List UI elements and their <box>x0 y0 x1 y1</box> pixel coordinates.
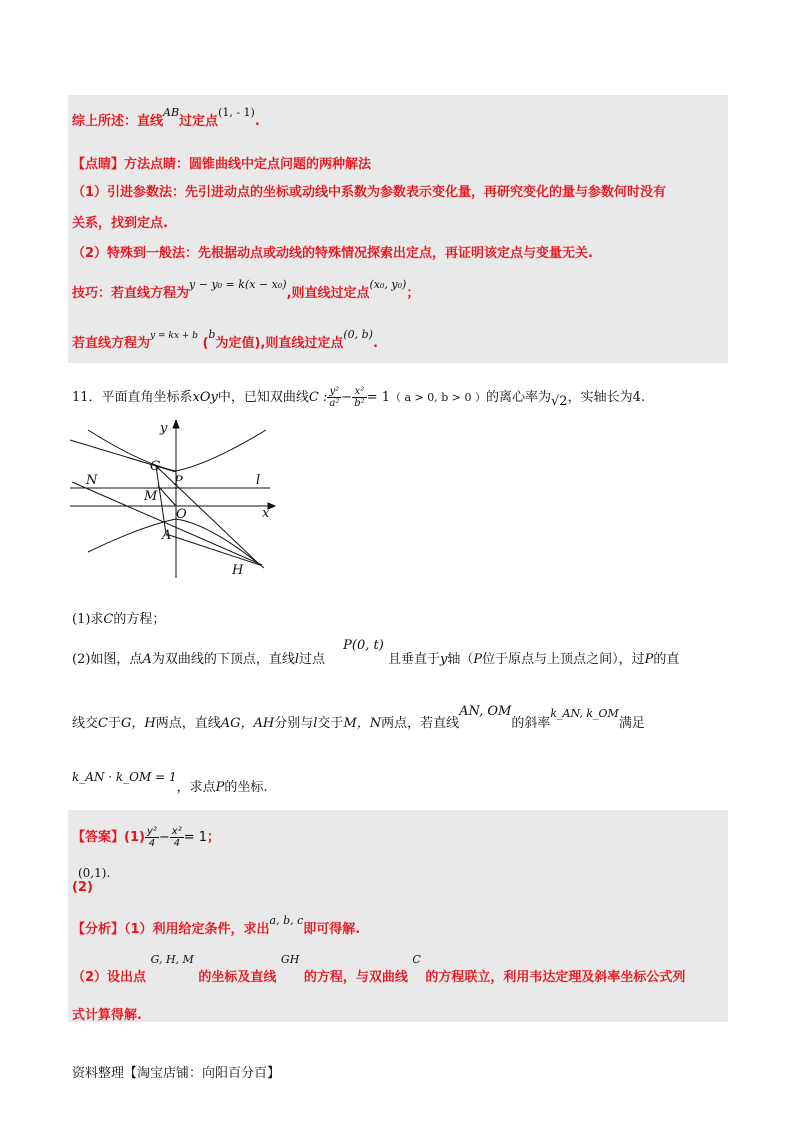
analysis-line-1 <box>72 914 361 937</box>
q2-line2-b: 于 <box>107 716 121 731</box>
q2-slopes: k_AN, k_OM <box>550 707 619 720</box>
label-x: x <box>262 506 270 521</box>
problem-number: 11．平面直角坐标系 <box>72 390 193 405</box>
trick2-mid: 为定值),则直线过定点 <box>215 336 344 351</box>
q2-a: (2)如图，点 <box>72 652 143 667</box>
analysis-abc: a, b, c <box>269 914 304 927</box>
summary-point: (1, - 1) <box>218 106 255 119</box>
summary-end: . <box>254 114 260 129</box>
q2-p4: P <box>215 780 225 795</box>
question-1 <box>72 608 165 627</box>
q2-slope-product: k_AN · k_OM = 1 <box>72 770 177 784</box>
label-y: y <box>160 421 168 436</box>
q1-prefix: (1)求 <box>72 612 104 627</box>
trick2-b: b <box>208 328 216 341</box>
question-2-line-1 <box>72 638 680 667</box>
label-p: P <box>174 474 183 489</box>
q2-line2-h: 满足 <box>618 716 645 731</box>
answer-4a: 4 <box>148 838 156 849</box>
analysis-c: C <box>412 953 421 966</box>
line-gh <box>156 466 260 565</box>
answer-rhs: = 1 <box>183 830 208 845</box>
trick-equation: y − y₀ = k(x − x₀) <box>189 278 287 291</box>
analysis-p2-a: （2）设出点 <box>72 970 147 985</box>
y-axis-arrow <box>173 420 179 428</box>
problem-c-label: C : <box>308 390 328 405</box>
summary-line <box>72 106 260 129</box>
q2-agah: AG，AH <box>220 716 275 731</box>
answer-line: 【答案】(1) $\frac{\text{y²}}{4}$ − $\frac{\text{x²}}{4}$ = 1； <box>72 826 221 849</box>
trick2-equation: y = kx + b <box>150 331 198 341</box>
label-g: G <box>150 459 161 474</box>
label-h: H <box>232 563 244 578</box>
problem-line: 11．平面直角坐标系xOy中，已知双曲线C : $\frac{\text{y²}}{\text{a²}}$ − $\frac{\text{x²}}{\text{b²}}$ = 1（ a > 0, b > 0 ）的离心率为√2，实轴长为4. <box>72 386 645 409</box>
q2-d: 且垂直于 <box>387 652 440 667</box>
summary-ab: AB <box>163 106 180 119</box>
analysis-p2-d: 的方程联立，利用韦达定理及斜率坐标公式列 <box>425 970 686 985</box>
upper-branch <box>88 430 266 471</box>
answer-y2: y² <box>146 826 157 837</box>
q2-line2-d: 分别与 <box>274 716 314 731</box>
q2-line2-g: 的斜率 <box>511 716 551 731</box>
label-o: O <box>176 507 187 522</box>
answer-4b: 4 <box>173 838 180 849</box>
analysis-head-end: 即可得解. <box>303 922 361 937</box>
analysis-head: 【分析】（1）利用给定条件，求出 <box>72 922 270 937</box>
hyperbola-figure <box>70 420 280 580</box>
method1-line-b: 关系，找到定点. <box>72 216 168 231</box>
trick2-paren: ( <box>202 336 209 351</box>
q2-y: y <box>439 652 448 667</box>
question-2-line-2 <box>72 704 645 731</box>
q2-c: 过点 <box>299 652 326 667</box>
trick-mid: ,则直线过定点 <box>286 286 370 301</box>
q2-f: 位于原点与上顶点之间），过 <box>482 652 645 667</box>
q2-b: 为双曲线的下顶点，直线 <box>151 652 295 667</box>
answer-part2-label: (2) <box>72 880 93 895</box>
q1-end: 的方程； <box>113 612 166 627</box>
label-a: A <box>162 528 172 543</box>
analysis-line-3: 式计算得解. <box>72 1008 142 1023</box>
q2-anom: AN, OM <box>459 704 512 719</box>
trick2-prefix: 若直线方程为 <box>72 336 151 351</box>
trick-point: (x₀, y₀) <box>369 278 407 291</box>
answer-frac-y <box>145 826 159 849</box>
line-ah-extended <box>72 482 262 565</box>
method1-line-a: （1）引进参数法：先引进动点的坐标或动线中系数为参数表示变化量，再研究变化的量与参数何时没有 <box>72 185 667 200</box>
summary-mid: 过定点 <box>179 114 219 129</box>
question-2-line-3 <box>72 770 268 795</box>
q2-line2-e: 交于 <box>317 716 344 731</box>
q2-g: 的直 <box>653 652 680 667</box>
q2-point-a: A <box>142 652 152 667</box>
summary-prefix: 综上所述：直线 <box>72 114 164 129</box>
problem-after-xoy: 中，已知双曲线 <box>217 390 309 405</box>
problem-ecc-text: 的离心率为 <box>486 390 552 405</box>
q2-line2-f: 两点，若直线 <box>381 716 460 731</box>
answer-end: ； <box>207 830 221 845</box>
method2-line: （2）特殊到一般法：先根据动点或动线的特殊情况探索出定点，再证明该定点与变量无关. <box>72 246 593 261</box>
problem-condition: （ a > 0, b > 0 ） <box>389 391 486 404</box>
q2-curve-c: C <box>98 716 108 731</box>
trick2-end: . <box>372 336 378 351</box>
eq-b2: b² <box>354 398 365 409</box>
q1-c: C <box>103 612 114 627</box>
eq-frac-x <box>352 386 366 409</box>
answer-part2 <box>72 866 110 895</box>
q2-l: l <box>294 652 299 667</box>
analysis-p2-b: 的坐标及直线 <box>198 970 277 985</box>
q2-e: 轴（ <box>447 652 474 667</box>
q2-l2: l <box>313 716 318 731</box>
q2-gh: G，H <box>120 716 156 731</box>
q2-line2-a: 线交 <box>72 716 99 731</box>
trick-prefix: 技巧：若直线方程为 <box>72 286 190 301</box>
answer-head: 【答案】(1) <box>72 830 145 845</box>
eq-x2: x² <box>352 386 366 398</box>
answer-part2-value: (0,1). <box>78 866 111 880</box>
trick-end: ； <box>406 286 420 301</box>
analysis-p2-c: 的方程，与双曲线 <box>303 970 408 985</box>
q2-p3: P <box>644 652 654 667</box>
eq-rhs: = 1 <box>366 390 390 405</box>
trick2-line <box>72 328 378 351</box>
label-m: M <box>144 489 158 504</box>
tip-heading: 【点睛】方法点睛：圆锥曲线中定点问题的两种解法 <box>72 157 372 172</box>
q2-line3-b: 的坐标. <box>224 780 268 795</box>
answer-x2: x² <box>171 826 182 837</box>
eq-frac-y <box>327 386 341 409</box>
q2-p2: P <box>473 652 483 667</box>
trick-line <box>72 278 420 301</box>
problem-sqrt2: √2 <box>551 394 568 409</box>
label-n: N <box>86 473 98 488</box>
footer-text: 资料整理【淘宝店铺：向阳百分百】 <box>72 1066 281 1081</box>
q2-line2-c: 两点，直线 <box>155 716 221 731</box>
problem-xoy: xOy <box>192 390 218 405</box>
problem-axis-text: ，实轴长为4. <box>567 390 645 405</box>
eq-y2: y² <box>327 386 341 398</box>
analysis-gh: GH <box>280 953 300 966</box>
q2-line3-a: ，求点 <box>176 780 216 795</box>
q2-point-p: P(0, t) <box>343 638 384 653</box>
line-a-h <box>166 534 260 565</box>
answer-frac-x <box>170 826 184 849</box>
trick2-point: (0, b) <box>343 328 373 341</box>
analysis-line-2 <box>72 953 686 985</box>
eq-a2: a² <box>329 398 340 409</box>
q2-mn: M，N <box>343 716 382 731</box>
analysis-ghm: G, H, M <box>150 953 194 966</box>
label-l: l <box>256 473 261 488</box>
